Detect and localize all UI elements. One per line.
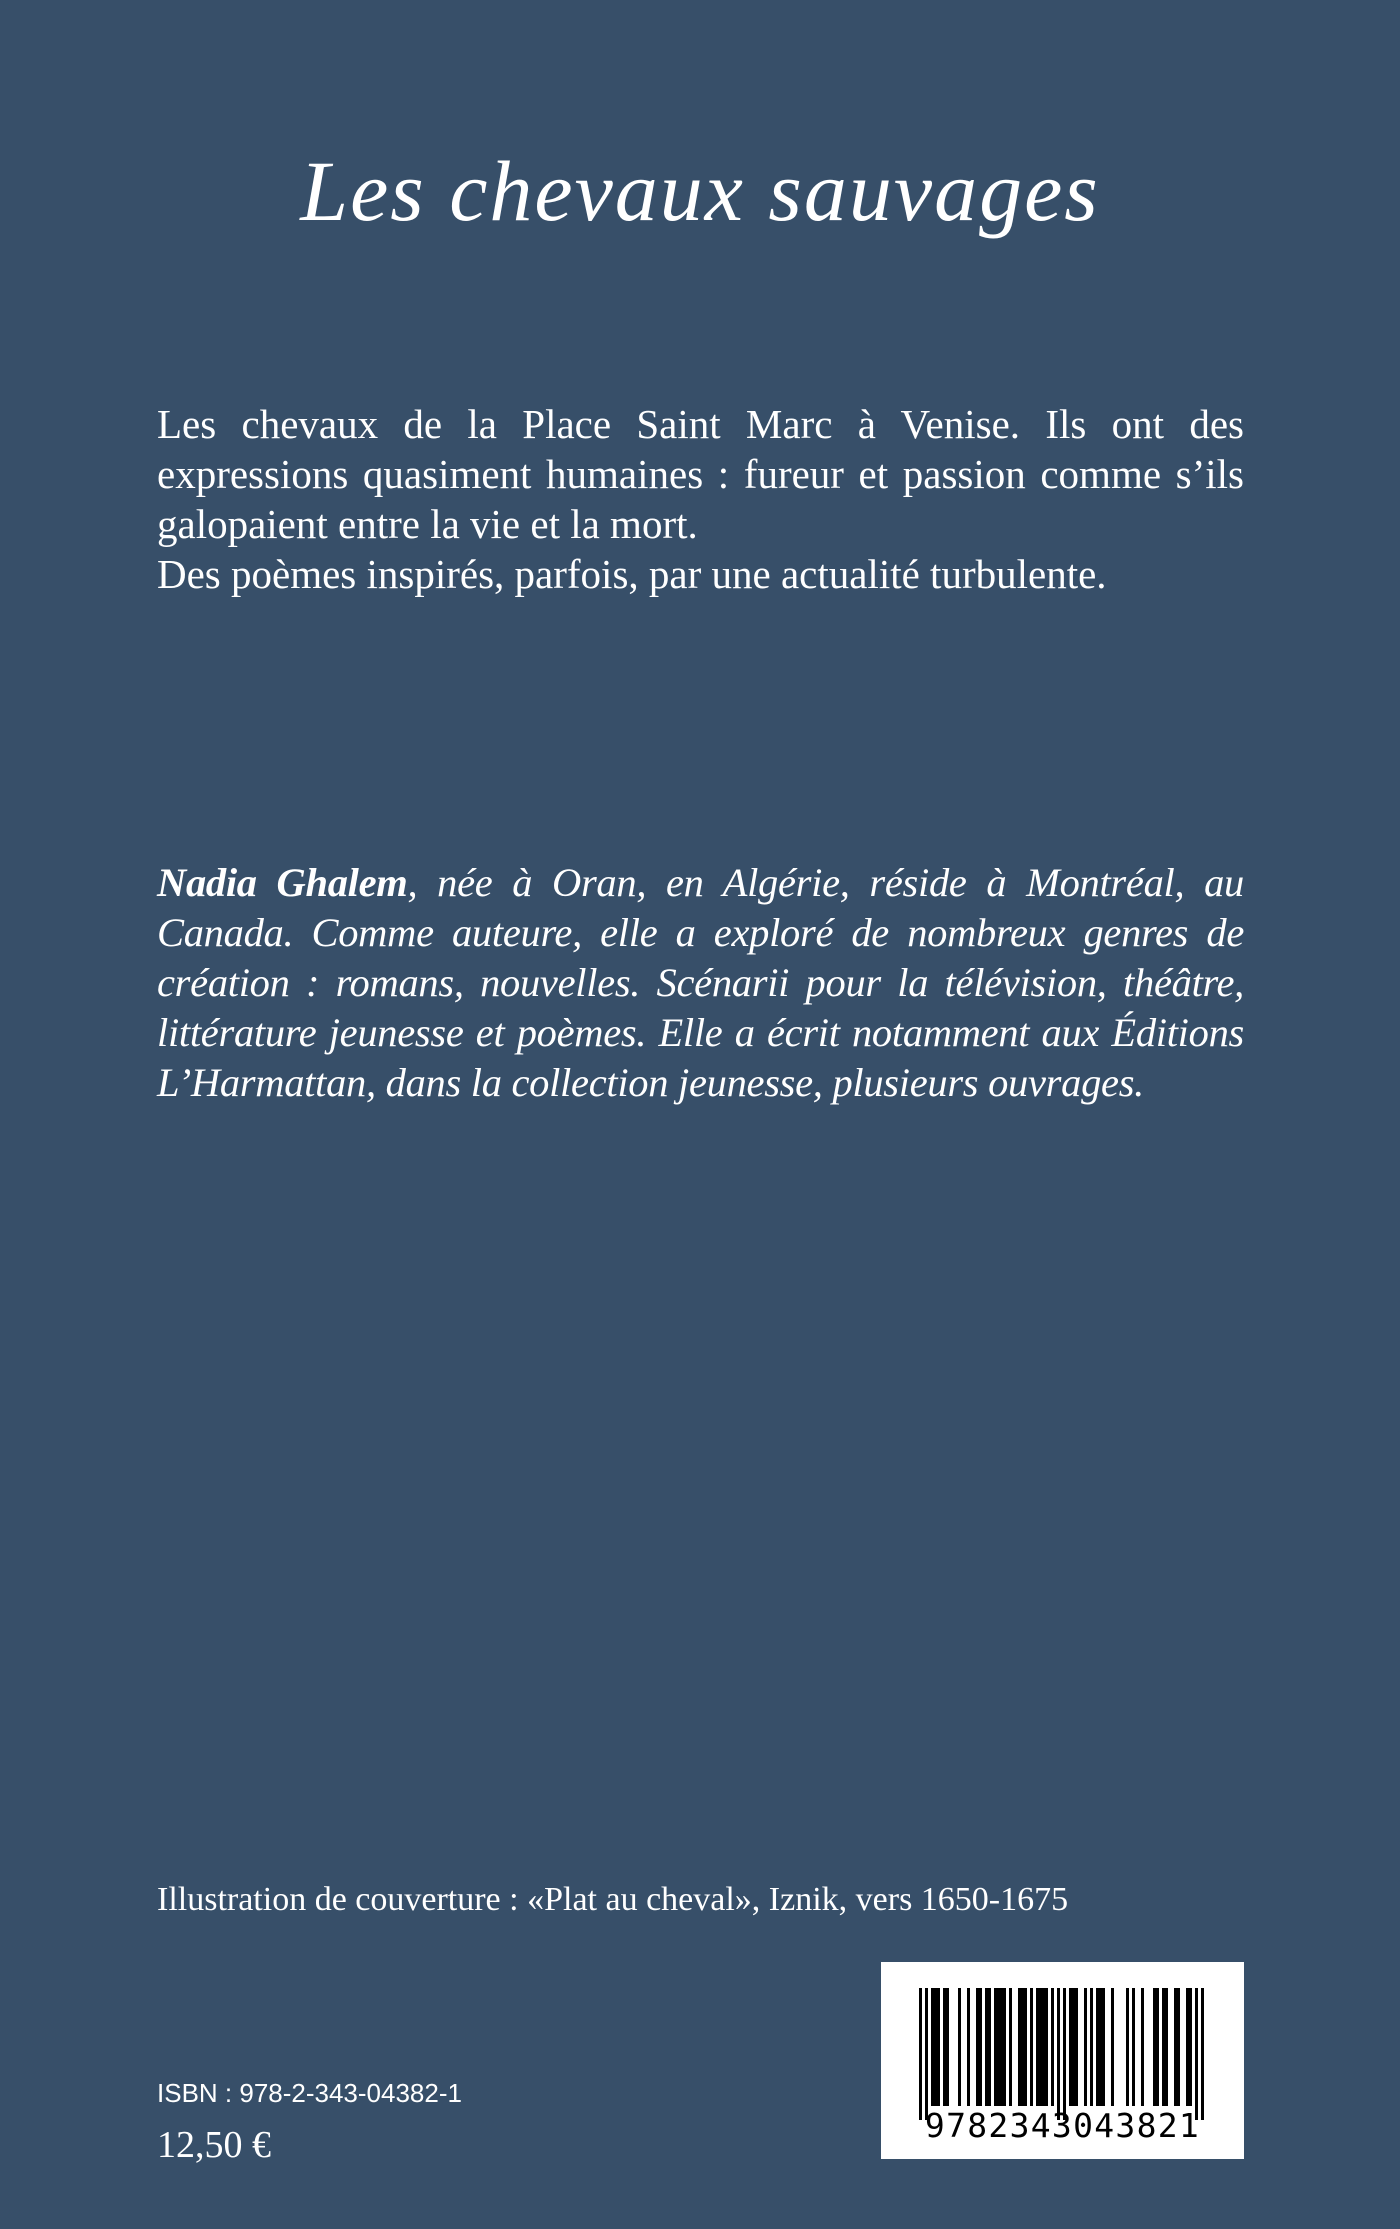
- book-title: Les chevaux sauvages: [300, 143, 1100, 239]
- barcode-bar: [1126, 1988, 1129, 2106]
- book-price: 12,50 €: [157, 2124, 271, 2166]
- barcode-bar: [1009, 1988, 1012, 2106]
- barcode-bar: [1195, 1988, 1198, 2120]
- barcode-bar: [967, 1988, 970, 2106]
- barcode-bar: [958, 1988, 961, 2106]
- barcode-bar: [925, 1988, 928, 2120]
- barcode-bar: [943, 1988, 946, 2106]
- barcode-bar: [988, 1988, 991, 2106]
- barcode-bar: [1000, 1988, 1003, 2106]
- author-bio-text: , née à Oran, en Algérie, réside à Montréal, au Canada. Comme auteure, elle a exploré de nombreux genres de création : romans, nouvelles. Scénarii pour la télévision, théâtre, littérature jeunesse et poèmes. Elle a écrit notamment aux Éditions L’Harmattan, dans la collection jeunesse, plusieurs ouvrages.: [157, 860, 1245, 1105]
- author-bio: [157, 858, 1244, 1108]
- barcode-bar: [1018, 1988, 1021, 2106]
- barcode-bar: [1156, 1988, 1159, 2106]
- barcode: [881, 1962, 1244, 2159]
- barcode-bar: [1099, 1988, 1102, 2106]
- isbn-number: ISBN : 978-2-343-04382-1: [157, 2078, 462, 2108]
- barcode-bar: [1003, 1988, 1006, 2106]
- barcode-bar: [1141, 1988, 1144, 2106]
- author-name: Nadia Ghalem: [157, 860, 408, 905]
- barcode-bar: [1132, 1988, 1135, 2106]
- barcode-bar: [1084, 1988, 1087, 2106]
- barcode-bar: [1111, 1988, 1114, 2106]
- barcode-bar: [1069, 1988, 1072, 2106]
- barcode-bar: [1102, 1988, 1105, 2106]
- blurb-paragraph-1: Les chevaux de la Place Saint Marc à Venise. Ils ont des expressions quasiment humaines : fureur et passion comme s’ils galopaient entre la vie et la mort.: [157, 401, 1244, 547]
- barcode-bar: [1186, 1988, 1189, 2106]
- barcode-bar: [994, 1988, 997, 2106]
- barcode-bar: [1189, 1988, 1192, 2106]
- barcode-bar: [1090, 1988, 1093, 2106]
- cover-illustration-credit: Illustration de couverture : «Plat au cheval», Iznik, vers 1650-1675: [157, 1881, 1069, 1918]
- barcode-bar: [1051, 1988, 1054, 2106]
- barcode-bar: [1045, 1988, 1048, 2106]
- barcode-bar: [1057, 1988, 1060, 2120]
- barcode-bar: [1042, 1988, 1045, 2106]
- barcode-bar: [934, 1988, 937, 2106]
- barcode-bar: [1201, 1988, 1204, 2120]
- barcode-bar: [1072, 1988, 1075, 2106]
- blurb-paragraph-2: Des poèmes inspirés, parfois, par une actualité turbulente.: [157, 551, 1107, 597]
- barcode-bar: [937, 1988, 940, 2106]
- barcode-bar: [1030, 1988, 1033, 2106]
- barcode-bar: [946, 1988, 949, 2106]
- barcode-bar: [1036, 1988, 1039, 2106]
- barcode-bar: [1165, 1988, 1168, 2106]
- barcode-bar: [1021, 1988, 1024, 2106]
- barcode-bar: [997, 1988, 1000, 2106]
- barcode-bar: [919, 1988, 922, 2120]
- barcode-bar: [1039, 1988, 1042, 2106]
- barcode-bar: [1024, 1988, 1027, 2106]
- barcode-bar: [985, 1988, 988, 2106]
- barcode-bar: [1174, 1988, 1177, 2106]
- barcode-digits: 9782343043821: [924, 2106, 1201, 2145]
- barcode-bar: [1162, 1988, 1165, 2106]
- barcode-bar: [931, 1988, 934, 2106]
- barcode-bar: [1177, 1988, 1180, 2106]
- book-blurb: [157, 399, 1244, 599]
- barcode-bar: [1096, 1988, 1099, 2106]
- barcode-bar: [1153, 1988, 1156, 2106]
- barcode-bar: [1063, 1988, 1066, 2120]
- barcode-bar: [1075, 1988, 1078, 2106]
- barcode-bar: [979, 1988, 982, 2106]
- barcode-bar: [976, 1988, 979, 2106]
